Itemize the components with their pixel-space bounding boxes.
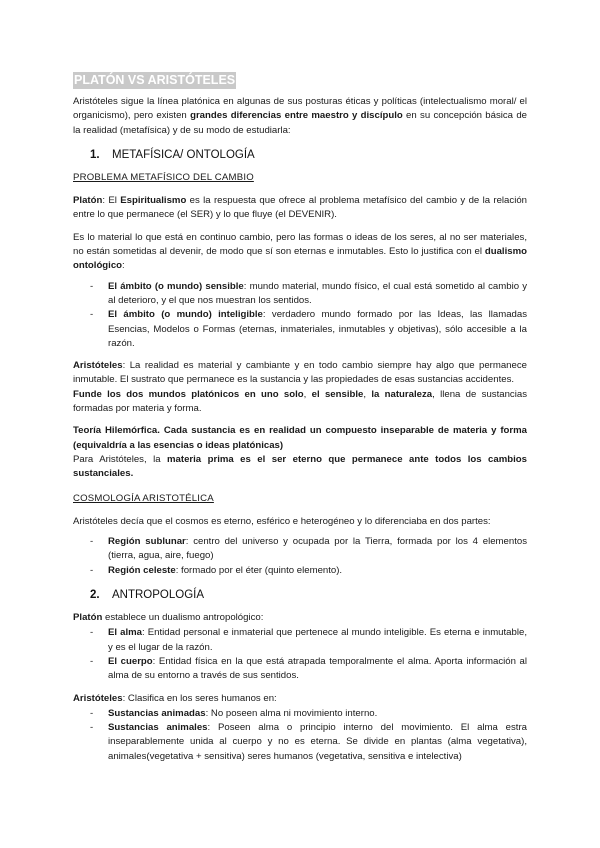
list-dash: -	[90, 309, 94, 321]
section-2-title: ANTROPOLOGÍA	[112, 589, 205, 602]
list-dash: -	[90, 280, 94, 292]
cosmologia-paragraph: Aristóteles decía que el cosmos es eterno, esférico e heterogéneo y lo diferenciaba en dos partes:	[73, 515, 491, 527]
section-1-title: METAFÍSICA/ ONTOLOGÍA	[112, 148, 255, 161]
sustancias-list	[73, 707, 527, 764]
list-item	[73, 564, 527, 578]
list-item-text: : centro del universo y ocupada por la Tierra, formada por los 4 elementos (tierra, agua, aire, fuego)	[108, 536, 527, 562]
list-item-text: : mundo material, mundo físico, el cual está sometido al cambio y al deterioro, y el que nos muestran los sentidos.	[108, 280, 527, 306]
teoria-bold-2: (equivaldría a las esencias o ideas platónicas)	[73, 439, 284, 451]
list-item	[73, 721, 527, 764]
espiritualismo-term: Espiritualismo	[120, 195, 187, 207]
aristoteles-label: Aristóteles	[73, 360, 123, 372]
list-item-term: El ámbito (o mundo) sensible	[108, 280, 244, 292]
list-dash: -	[90, 627, 94, 639]
list-item-text: : verdadero mundo formado por las Ideas, las llamadas Esencias, Modelos o Formas (eternas, inmateriales, inmutables y objetivas), sólo accesible a la razón.	[108, 309, 528, 349]
list-item-text: : Entidad física en la que está atrapada temporalmente el alma. Aporta información al alma de su entorno a través de sus sentidos.	[108, 655, 527, 682]
section-2-heading	[90, 587, 527, 603]
regiones-list	[73, 535, 527, 578]
section-1-number: 1.	[90, 148, 100, 161]
intro-text-1: Aristóteles sigue la línea platónica en algunas de sus posturas éticas y políticas (intelectualismo moral/ el organicismo), pero existen	[73, 96, 527, 122]
section-2-number: 2.	[90, 589, 100, 602]
funde-bold-2: el sensible	[311, 388, 364, 400]
platon2-text-2: :	[122, 260, 125, 272]
intro-paragraph	[73, 95, 527, 138]
list-dash: -	[90, 564, 94, 576]
list-item-text: : Entidad personal e inmaterial que pertenece al mundo inteligible. Es eterna e inmutable, y es el lugar de la razón.	[108, 627, 527, 653]
list-dash: -	[90, 655, 94, 667]
list-item-term: Región celeste	[108, 564, 176, 576]
document-title: PLATÓN VS ARISTÓTELES	[74, 73, 236, 87]
list-item-text: : No poseen alma ni movimiento interno.	[205, 707, 378, 719]
alma-cuerpo-list	[73, 626, 527, 683]
funde-bold-3: la naturaleza	[371, 388, 433, 400]
aristoteles-paragraph-1	[73, 359, 527, 388]
cosmologia-subheading: COSMOLOGÍA ARISTOTÉLICA	[73, 492, 214, 504]
list-item-term: El alma	[108, 627, 143, 639]
funde-text-2: ,	[363, 388, 372, 400]
list-item	[73, 280, 527, 309]
aristoteles-text: : La realidad es material y cambiante y en todo cambio siempre hay algo que permanece inmutable. El sustrato que permanece es la sustancia y las propiedades de esas sustancias accidentes.	[73, 360, 527, 386]
list-item-term: El ámbito (o mundo) inteligible	[108, 309, 263, 321]
platon-text-2: es la respuesta que ofrece al problema metafísico del cambio y de la relación entre lo que permanece (el SER) y lo que fluye (el DEVENIR).	[73, 195, 527, 221]
platon-paragraph-2	[73, 231, 527, 274]
list-item-term: Sustancias animadas	[108, 707, 206, 719]
intro-text-2: en su concepción básica de la realidad (metafísica) y de su modo de estudiarla:	[73, 110, 527, 136]
list-item-text: : Poseen alma o principio interno del movimiento. El alma estra inseparablemente unida al cuerpo y no es eterna. Se divide en plantas (alma vegetativa), animales(vegetativa + sensitiva) seres humanos (vegetativa, sensitiva e intelectiva)	[108, 722, 527, 762]
list-item	[73, 535, 527, 564]
list-item-term: Sustancias animales	[108, 722, 208, 734]
platon-antro-label: Platón	[73, 612, 103, 624]
list-dash: -	[90, 707, 94, 719]
materia-paragraph	[73, 453, 527, 482]
intro-bold: grandes diferencias entre maestro y discípulo	[190, 110, 403, 122]
funde-text-3: , llena de sustancias formadas por materia y forma.	[73, 388, 527, 415]
materia-bold: materia prima es el ser eterno que permanece ante todos los cambios sustanciales.	[73, 453, 527, 480]
platon-paragraph-1	[73, 194, 527, 223]
materia-text: Para Aristóteles, la	[73, 453, 168, 465]
platon-antro-text: establece un dualismo antropológico:	[102, 612, 264, 624]
title-row	[73, 72, 527, 93]
funde-bold-1: Funde los dos mundos platónicos en uno solo	[73, 388, 304, 400]
list-item	[73, 707, 527, 721]
list-item	[73, 626, 527, 655]
funde-paragraph	[73, 388, 527, 417]
list-dash: -	[90, 722, 94, 734]
list-item-term: Región sublunar	[108, 536, 186, 548]
teoria-paragraph	[73, 424, 527, 453]
list-item	[73, 308, 527, 351]
platon-antropologia	[73, 611, 527, 625]
list-item-text: : formado por el éter (quinto elemento).	[175, 564, 343, 576]
aristoteles-antro-text: : Clasifica en los seres humanos en:	[122, 692, 277, 704]
problema-subheading: PROBLEMA METAFÍSICO DEL CAMBIO	[73, 171, 254, 183]
teoria-bold-1: Teoría Hilemórfica. Cada sustancia es en realidad un compuesto inseparable de materia y forma	[73, 425, 527, 437]
section-1-heading	[90, 147, 527, 163]
platon-label: Platón	[73, 195, 103, 207]
dualismo-term: dualismo ontológico	[73, 246, 527, 272]
mundos-list	[73, 280, 527, 351]
aristoteles-antro-label: Aristóteles	[73, 692, 123, 704]
platon2-text-1: Es lo material lo que está en continuo cambio, pero las formas o ideas de los seres, al no ser materiales, no están sometidas al devenir, de modo que sí son eternas e inmutables. Esto lo justifica con el	[73, 231, 527, 258]
list-item-term: El cuerpo	[108, 655, 153, 667]
funde-text-1: ,	[303, 388, 312, 400]
document-body	[73, 72, 527, 772]
list-dash: -	[90, 536, 94, 548]
platon-text-1: : El	[102, 195, 121, 207]
aristoteles-antropologia	[73, 692, 527, 706]
list-item	[73, 655, 527, 684]
